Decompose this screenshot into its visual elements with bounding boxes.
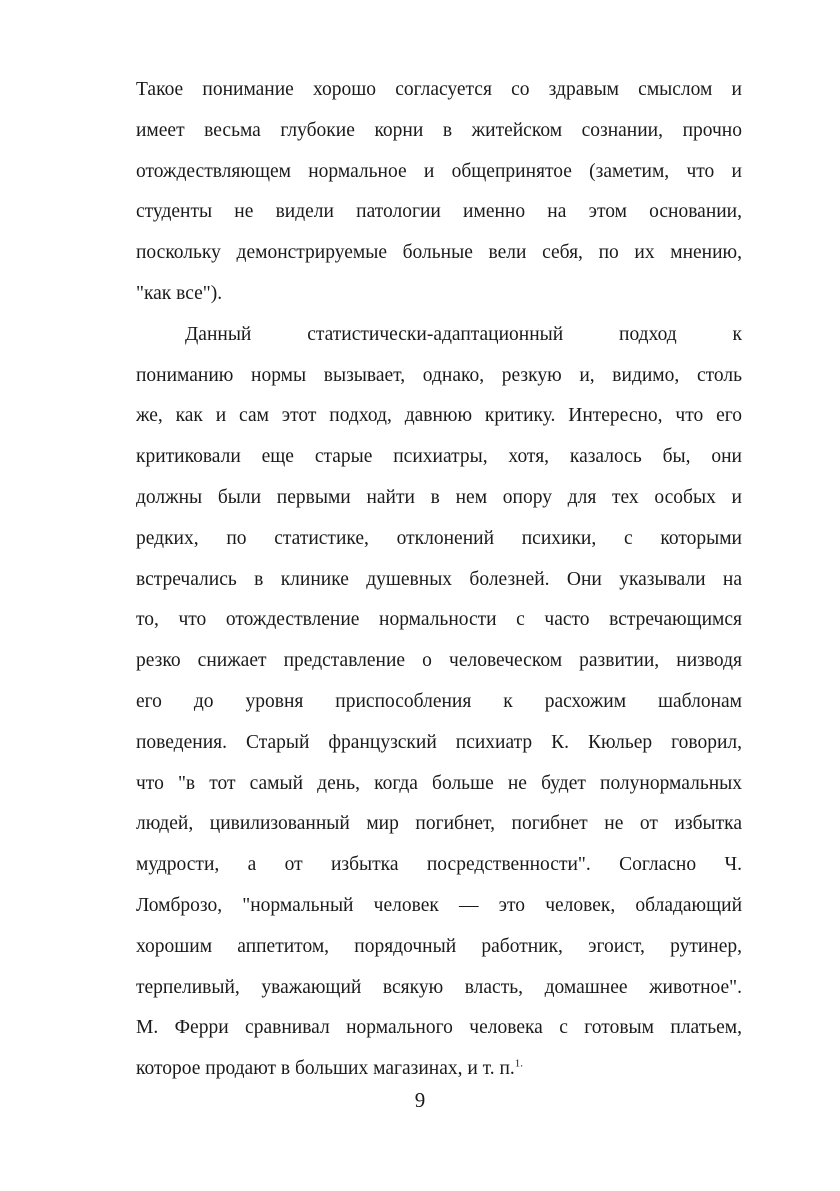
text-line (136, 600, 742, 641)
line-text: имеет весьма глубокие корни в житейском сознании, прочно (136, 119, 742, 141)
line-text: критиковали еще старые психиатры, хотя, казалось бы, они (136, 446, 742, 468)
text-line (136, 764, 742, 805)
text-line (136, 519, 742, 560)
text-line (136, 1049, 742, 1090)
line-text: пониманию нормы вызывает, однако, резкую и, видимо, столь (136, 364, 742, 386)
line-text: что "в тот самый день, когда больше не будет полунормальных (136, 772, 742, 794)
line-text: встречались в клинике душевных болезней. Они указывали на (136, 568, 742, 590)
line-text: его до уровня приспособления к расхожим шаблонам (136, 690, 742, 712)
line-text: М. Ферри сравнивал нормального человека с готовым платьем, (136, 1017, 742, 1039)
text-line (136, 845, 742, 886)
text-line (136, 70, 742, 111)
line-text: редких, по статистике, отклонений психики, с которыми (136, 527, 742, 549)
line-text: же, как и сам этот подход, давнюю критику. Интересно, что его (136, 405, 742, 427)
text-line (136, 396, 742, 437)
line-text: Данный статистически-адаптационный подход к (185, 323, 742, 345)
line-text: то, что отождествление нормальности с часто встречающимся (136, 609, 742, 631)
line-text: поведения. Старый французский психиатр К. Кюльер говорил, (136, 731, 742, 753)
text-line (136, 315, 742, 356)
text-line (136, 641, 742, 682)
text-line (136, 478, 742, 519)
line-text: мудрости, а от избытка посредственности". Согласно Ч. (136, 854, 742, 876)
line-text: студенты не видели патологии именно на этом основании, (136, 201, 742, 223)
line-text: Такое понимание хорошо согласуется со здравым смыслом и (136, 79, 742, 100)
text-line (136, 560, 742, 601)
footnote-reference: 1. (514, 1057, 524, 1070)
text-line (136, 356, 742, 397)
text-line (136, 723, 742, 764)
paragraph (136, 70, 742, 315)
line-text: "как все"). (136, 282, 223, 304)
text-line (136, 152, 742, 193)
text-line (136, 927, 742, 968)
text-line (136, 437, 742, 478)
text-line (136, 886, 742, 927)
line-text: которое продают в больших магазинах, и т. п. (136, 1058, 515, 1080)
line-text: поскольку демонстрируемые больные вели себя, по их мнению, (136, 242, 742, 264)
body-text (136, 70, 742, 1090)
line-text: хорошим аппетитом, порядочный работник, эгоист, рутинер, (136, 935, 742, 957)
text-line (136, 111, 742, 152)
text-line (136, 1008, 742, 1049)
line-text: людей, цивилизованный мир погибнет, погибнет не от избытка (136, 813, 742, 835)
line-text: резко снижает представление о человеческом развитии, низводя (136, 650, 742, 672)
text-line (136, 192, 742, 233)
line-text: Ломброзо, "нормальный человек — это человек, обладающий (136, 894, 742, 916)
paragraph (136, 315, 742, 1090)
text-line (136, 233, 742, 274)
text-line (136, 274, 742, 315)
text-line (136, 682, 742, 723)
page-number: 9 (414, 1088, 426, 1112)
line-text: должны были первыми найти в нем опору для тех особых и (136, 486, 742, 508)
text-line (136, 968, 742, 1009)
line-text: терпеливый, уважающий всякую власть, домашнее животное". (136, 976, 742, 998)
line-text: отождествляющем нормальное и общепринятое (заметим, что и (136, 160, 742, 182)
text-line (136, 804, 742, 845)
